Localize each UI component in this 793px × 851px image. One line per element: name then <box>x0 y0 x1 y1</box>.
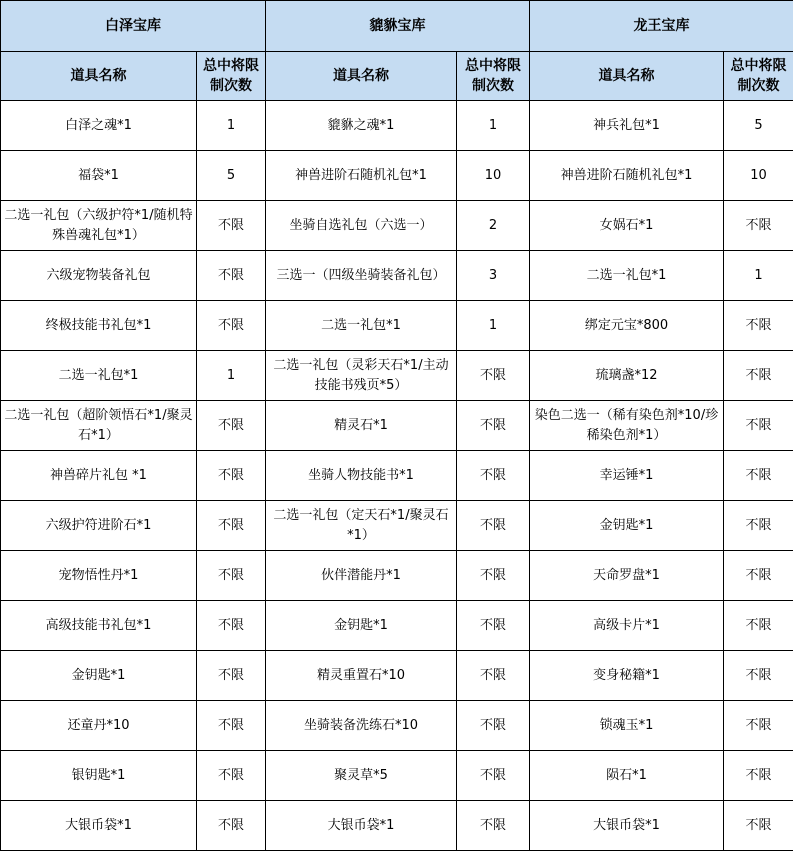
limit-cell: 不限 <box>197 601 266 651</box>
limit-cell: 不限 <box>724 751 793 801</box>
item-name-cell: 神兽进阶石随机礼包*1 <box>530 151 724 201</box>
item-name-cell: 变身秘籍*1 <box>530 651 724 701</box>
item-name-cell: 天命罗盘*1 <box>530 551 724 601</box>
limit-cell: 不限 <box>724 701 793 751</box>
limit-cell: 不限 <box>197 701 266 751</box>
limit-cell: 1 <box>457 101 530 151</box>
limit-cell: 不限 <box>197 651 266 701</box>
limit-cell: 1 <box>197 351 266 401</box>
limit-cell: 不限 <box>197 501 266 551</box>
item-name-cell: 还童丹*10 <box>1 701 197 751</box>
column-header-item-name: 道具名称 <box>530 52 724 101</box>
item-name-cell: 金钥匙*1 <box>530 501 724 551</box>
item-name-cell: 貔貅之魂*1 <box>266 101 457 151</box>
item-name-cell: 银钥匙*1 <box>1 751 197 801</box>
limit-cell: 不限 <box>724 351 793 401</box>
table-row <box>1 551 793 601</box>
limit-cell: 不限 <box>197 201 266 251</box>
limit-cell: 不限 <box>457 701 530 751</box>
column-header-item-name: 道具名称 <box>1 52 197 101</box>
limit-cell: 10 <box>457 151 530 201</box>
limit-cell: 不限 <box>197 751 266 801</box>
limit-cell: 不限 <box>197 301 266 351</box>
table-row <box>1 401 793 451</box>
limit-cell: 不限 <box>724 201 793 251</box>
limit-cell: 不限 <box>724 451 793 501</box>
limit-cell: 不限 <box>457 751 530 801</box>
table-row <box>1 351 793 401</box>
limit-cell: 不限 <box>197 551 266 601</box>
limit-cell: 不限 <box>197 401 266 451</box>
item-name-cell: 金钥匙*1 <box>1 651 197 701</box>
item-name-cell: 精灵石*1 <box>266 401 457 451</box>
item-name-cell: 二选一礼包*1 <box>1 351 197 401</box>
item-name-cell: 坐骑装备洗练石*10 <box>266 701 457 751</box>
item-name-cell: 大银币袋*1 <box>266 801 457 851</box>
limit-cell: 不限 <box>457 651 530 701</box>
item-name-cell: 二选一礼包*1 <box>530 251 724 301</box>
limit-cell: 不限 <box>457 601 530 651</box>
limit-cell: 5 <box>724 101 793 151</box>
item-name-cell: 大银币袋*1 <box>1 801 197 851</box>
item-name-cell: 绑定元宝*800 <box>530 301 724 351</box>
item-name-cell: 二选一礼包（六级护符*1/随机特殊兽魂礼包*1） <box>1 201 197 251</box>
vault-title-longwang: 龙王宝库 <box>530 1 793 52</box>
item-name-cell: 女娲石*1 <box>530 201 724 251</box>
table-row <box>1 501 793 551</box>
limit-cell: 不限 <box>197 801 266 851</box>
limit-cell: 5 <box>197 151 266 201</box>
item-name-cell: 二选一礼包*1 <box>266 301 457 351</box>
limit-cell: 1 <box>724 251 793 301</box>
item-name-cell: 神兵礼包*1 <box>530 101 724 151</box>
limit-cell: 不限 <box>457 501 530 551</box>
limit-cell: 不限 <box>724 651 793 701</box>
item-name-cell: 神兽碎片礼包 *1 <box>1 451 197 501</box>
item-name-cell: 伙伴潜能丹*1 <box>266 551 457 601</box>
item-name-cell: 坐骑人物技能书*1 <box>266 451 457 501</box>
vault-title-pixiu: 貔貅宝库 <box>266 1 530 52</box>
vault-title-row <box>1 1 793 52</box>
item-name-cell: 陨石*1 <box>530 751 724 801</box>
limit-cell: 不限 <box>724 801 793 851</box>
limit-cell: 不限 <box>457 351 530 401</box>
limit-cell: 1 <box>197 101 266 151</box>
limit-cell: 2 <box>457 201 530 251</box>
limit-cell: 不限 <box>197 251 266 301</box>
limit-cell: 不限 <box>457 451 530 501</box>
vault-title-baize: 白泽宝库 <box>1 1 266 52</box>
item-name-cell: 福袋*1 <box>1 151 197 201</box>
item-name-cell: 二选一礼包（定天石*1/聚灵石*1） <box>266 501 457 551</box>
table-row <box>1 601 793 651</box>
item-name-cell: 三选一（四级坐骑装备礼包） <box>266 251 457 301</box>
limit-cell: 不限 <box>724 401 793 451</box>
item-name-cell: 琉璃盏*12 <box>530 351 724 401</box>
limit-cell: 不限 <box>724 301 793 351</box>
column-header-row <box>1 52 793 101</box>
limit-cell: 不限 <box>457 801 530 851</box>
column-header-limit: 总中将限制次数 <box>197 52 266 101</box>
item-name-cell: 二选一礼包（灵彩天石*1/主动技能书残页*5） <box>266 351 457 401</box>
item-name-cell: 六级护符进阶石*1 <box>1 501 197 551</box>
limit-cell: 不限 <box>724 601 793 651</box>
limit-cell: 1 <box>457 301 530 351</box>
item-name-cell: 坐骑自选礼包（六选一） <box>266 201 457 251</box>
item-name-cell: 染色二选一（稀有染色剂*10/珍稀染色剂*1） <box>530 401 724 451</box>
limit-cell: 不限 <box>457 401 530 451</box>
item-name-cell: 幸运锤*1 <box>530 451 724 501</box>
table-row <box>1 301 793 351</box>
item-name-cell: 宠物悟性丹*1 <box>1 551 197 601</box>
item-name-cell: 高级技能书礼包*1 <box>1 601 197 651</box>
item-name-cell: 锁魂玉*1 <box>530 701 724 751</box>
item-name-cell: 聚灵草*5 <box>266 751 457 801</box>
item-name-cell: 白泽之魂*1 <box>1 101 197 151</box>
table-row <box>1 151 793 201</box>
table-row <box>1 751 793 801</box>
limit-cell: 不限 <box>724 501 793 551</box>
limit-cell: 不限 <box>724 551 793 601</box>
table-row <box>1 451 793 501</box>
item-name-cell: 高级卡片*1 <box>530 601 724 651</box>
limit-cell: 不限 <box>197 451 266 501</box>
item-name-cell: 精灵重置石*10 <box>266 651 457 701</box>
table-row <box>1 201 793 251</box>
column-header-limit: 总中将限制次数 <box>457 52 530 101</box>
table-row <box>1 701 793 751</box>
limit-cell: 3 <box>457 251 530 301</box>
item-name-cell: 二选一礼包（超阶领悟石*1/聚灵石*1） <box>1 401 197 451</box>
item-name-cell: 大银币袋*1 <box>530 801 724 851</box>
item-name-cell: 神兽进阶石随机礼包*1 <box>266 151 457 201</box>
limit-cell: 10 <box>724 151 793 201</box>
item-name-cell: 六级宠物装备礼包 <box>1 251 197 301</box>
table-row <box>1 101 793 151</box>
table-row <box>1 801 793 851</box>
table-row <box>1 651 793 701</box>
column-header-item-name: 道具名称 <box>266 52 457 101</box>
column-header-limit: 总中将限制次数 <box>724 52 793 101</box>
limit-cell: 不限 <box>457 551 530 601</box>
table-row <box>1 251 793 301</box>
item-name-cell: 金钥匙*1 <box>266 601 457 651</box>
item-name-cell: 终极技能书礼包*1 <box>1 301 197 351</box>
